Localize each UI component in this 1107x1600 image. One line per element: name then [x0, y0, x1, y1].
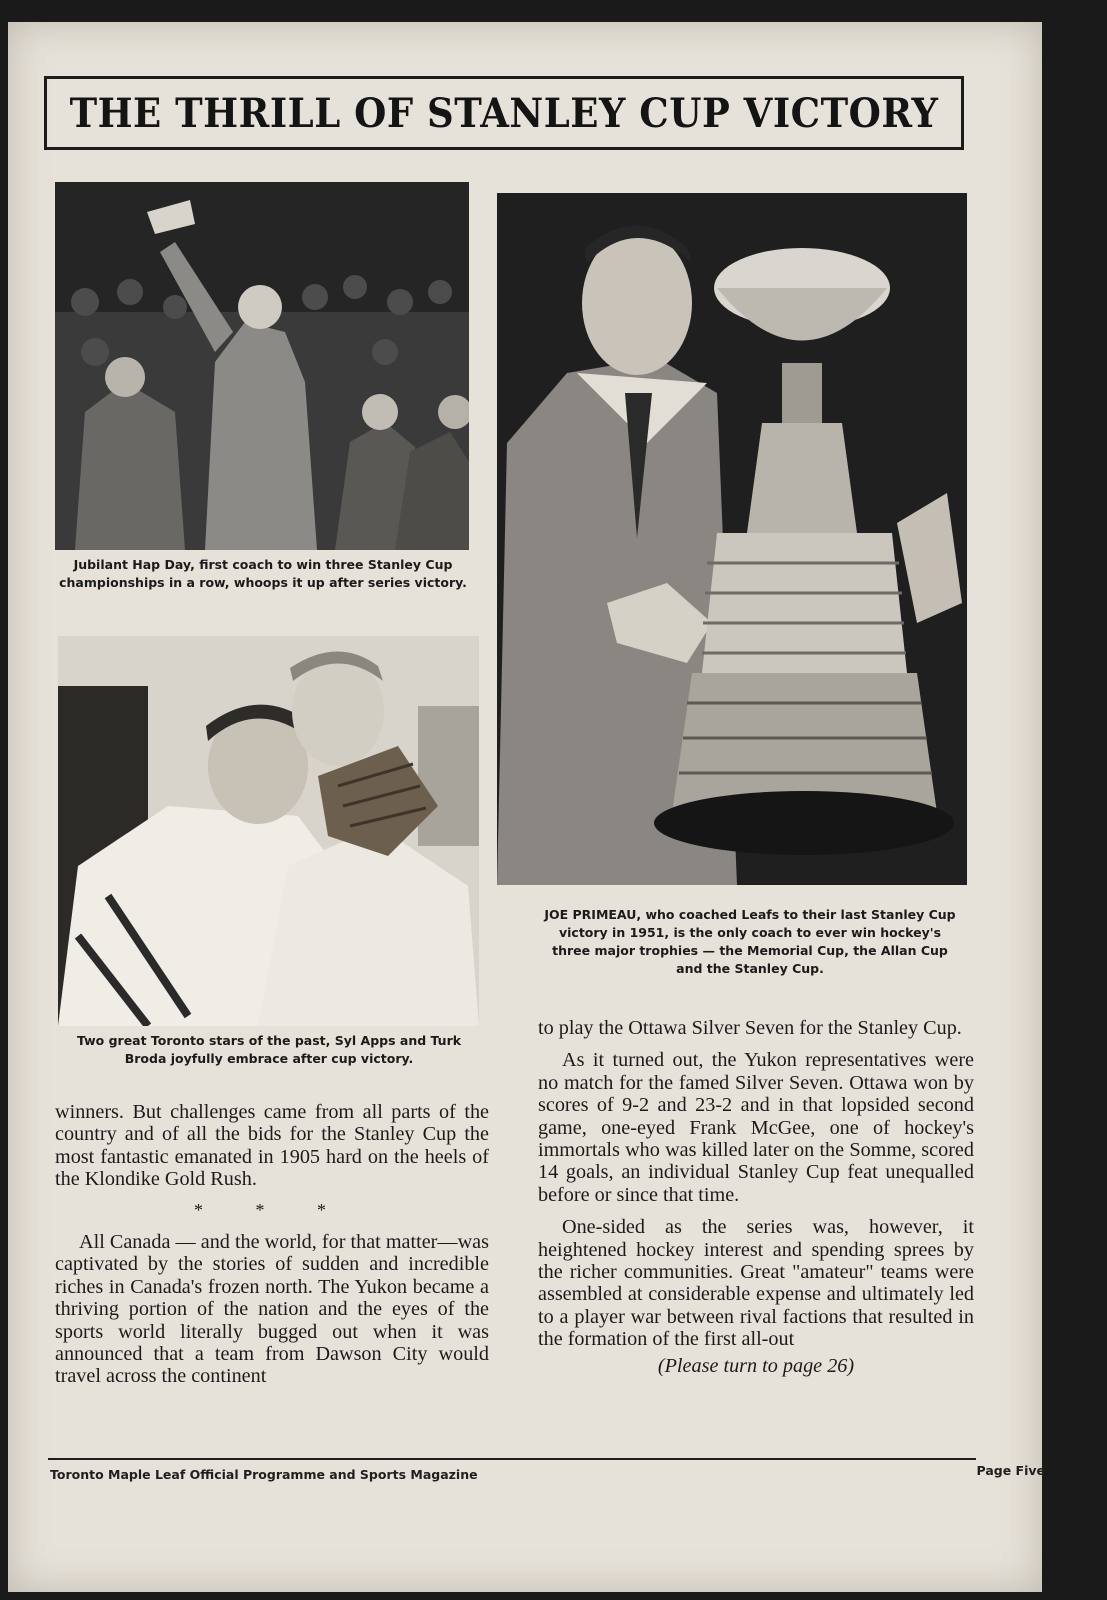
caption-line: victory in 1951, is the only coach to ever win hockey's	[558, 925, 942, 940]
stanley-cup-photo-illustration	[497, 193, 967, 885]
caption-hap-day	[45, 556, 481, 592]
caption-line: and the Stanley Cup.	[676, 961, 824, 976]
headline: THE THRILL OF STANLEY CUP VICTORY	[69, 89, 939, 137]
caption-line: three major trophies — the Memorial Cup, the Allan Cup	[552, 943, 948, 958]
caption-line: Jubilant Hap Day, first coach to win three Stanley Cup	[73, 557, 453, 572]
caption-apps-broda	[46, 1032, 492, 1068]
caption-primeau	[520, 906, 980, 978]
article-right-column	[538, 1017, 974, 1377]
caption-line: championships in a row, whoops it up after series victory.	[59, 575, 467, 590]
section-separator: * * *	[194, 1199, 350, 1220]
footer-page-number: Page Five	[976, 1463, 1045, 1478]
headline-box	[44, 76, 964, 150]
article-paragraph: One-sided as the series was, however, it heightened hockey interest and spending sprees by the richer communities. Great "amateur" teams were assembled at considerable expense and ultimately led to a player war between rival factions that resulted in the formation of the first all-out	[538, 1216, 974, 1351]
embrace-photo-illustration	[58, 636, 479, 1026]
caption-line: JOE PRIMEAU, who coached Leafs to their last Stanley Cup	[544, 907, 956, 922]
article-paragraph: All Canada — and the world, for that matter—was captivated by the stories of sudden and incredible riches in Canada's frozen north. The Yukon became a thriving portion of the nation and the eyes of the sports world literally bugged out when it was announced that a team from Dawson City would travel across the continent	[55, 1231, 489, 1388]
footer-rule	[48, 1458, 976, 1460]
article-paragraph: to play the Ottawa Silver Seven for the Stanley Cup.	[538, 1017, 962, 1039]
crowd-photo-illustration	[55, 182, 469, 550]
article-left-column	[55, 1101, 489, 1388]
photo-primeau-stanley-cup	[497, 193, 967, 885]
article-paragraph: As it turned out, the Yukon representatives were no match for the famed Silver Seven. Ottawa won by scores of 9-2 and 23-2 and in that lopsided second game, one-eyed Frank McGee, one of hockey's immortals who was killed later on the Somme, scored 14 goals, an individual Stanley Cup feat unequalled before or since that time.	[538, 1049, 974, 1206]
caption-line: Two great Toronto stars of the past, Syl Apps and Turk	[76, 1033, 462, 1048]
article-paragraph: winners. But challenges came from all parts of the country and of all the bids for the Stanley Cup the most fantastic emanated in 1905 hard on the heels of the Klondike Gold Rush.	[55, 1101, 489, 1191]
continued-notice: (Please turn to page 26)	[657, 1354, 855, 1377]
photo-hap-day	[55, 182, 469, 550]
footer-publication-name: Toronto Maple Leaf Official Programme and Sports Magazine	[50, 1467, 478, 1482]
caption-line: Broda joyfully embrace after cup victory.	[124, 1051, 414, 1066]
photo-apps-broda	[58, 636, 479, 1026]
